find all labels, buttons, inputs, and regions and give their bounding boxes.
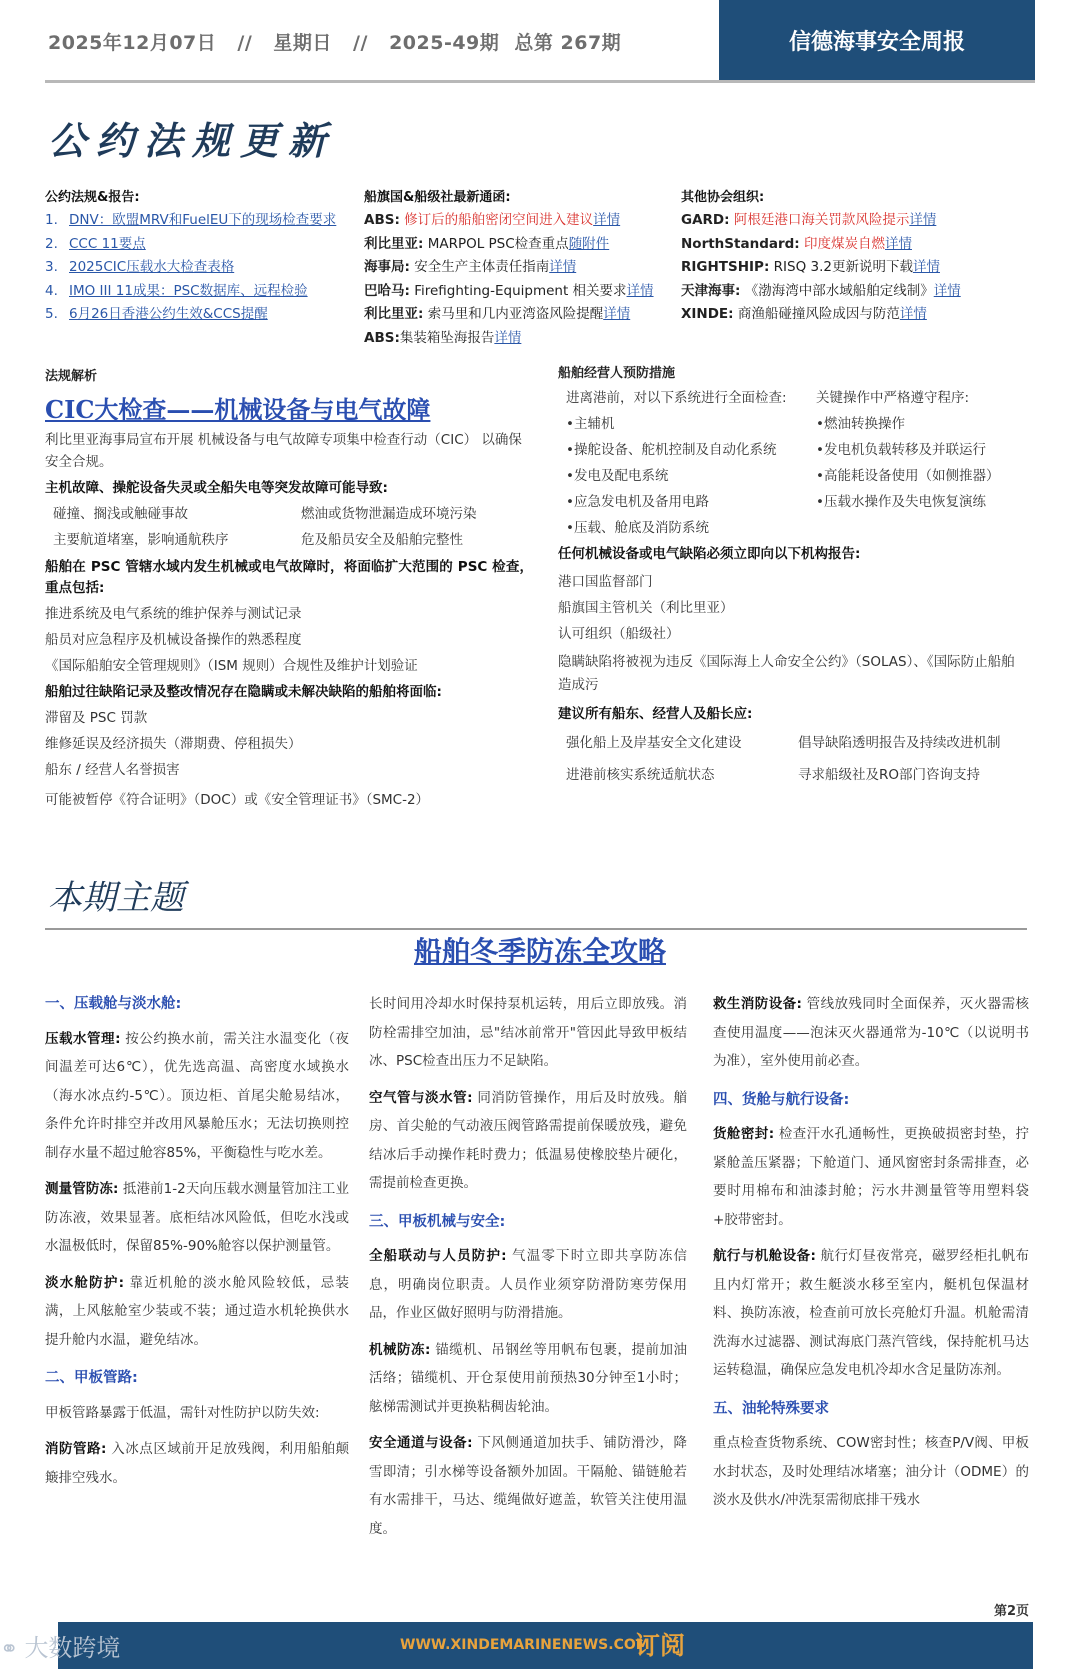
list-item: ABS: 修订后的船舶密闭空间进入建议详情 <box>364 212 621 228</box>
article-paragraph: 测量管防冻: 抵港前1-2天向压载水测量管加注工业防冻液，效果显著。底柜结冰风险低，但吃水浅或水温极低时，保留85%-90%舱容以保护测量管。 <box>45 1181 349 1254</box>
operators-label: 船舶经营人预防措施 <box>558 366 676 381</box>
penalty-item: 滞留及 PSC 罚款 <box>45 710 148 726</box>
report-item: 港口国监督部门 <box>558 574 653 590</box>
website-link[interactable]: WWW.XINDEMARINENEWS.COM <box>400 1637 650 1653</box>
focus-item: 《国际船舶安全管理规则》（ISM 规则）合规性及维护计划验证 <box>45 658 418 674</box>
article-paragraph: 甲板管路暴露于低温，需针对性防护以防失效: <box>45 1404 320 1421</box>
article-paragraph: 消防管路: 入冰点区域前开足放残阀，利用船舶颠簸排空残水。 <box>45 1441 350 1486</box>
penalty-item: 船东 / 经营人名誉损害 <box>45 762 180 778</box>
analysis-label: 法规解析 <box>45 369 98 384</box>
article-heading: 三、甲板机械与安全: <box>369 1213 506 1230</box>
subscribe-button[interactable]: 订阅 <box>635 1631 686 1660</box>
list-item[interactable]: 4. IMO III 11成果：PSC数据库、远程检验 <box>45 282 308 299</box>
flag-class-column <box>364 186 682 350</box>
list-item: GARD: 阿根廷港口海关罚款风险提示详情 <box>681 212 937 228</box>
report-item: 认可组织（船级社） <box>558 626 680 642</box>
article-paragraph: 淡水舱防护: 靠近机舱的淡水舱风险较低，忌装满，上风舷舱室少装或不装；通过造水机轮换供水提升舱内水温，避免结冰。 <box>45 1274 350 1348</box>
column-heading: 船旗国&船级社最新通函: <box>364 190 511 205</box>
detail-link[interactable]: 详情 <box>899 306 927 322</box>
list-item: XINDE: 商渔船碰撞风险成因与防范详情 <box>681 306 927 322</box>
topic-label: 本期主题 <box>48 878 184 918</box>
detail-link[interactable]: 随附件 <box>568 235 610 252</box>
list-item: 巴哈马: Firefighting-Equipment 相关要求详情 <box>364 282 654 299</box>
column-heading: 公约法规&报告: <box>45 190 140 205</box>
issue-date: 2025年12月07日 <box>48 32 217 54</box>
pre-check-heading: 进离港前，对以下系统进行全面检查: <box>566 390 787 406</box>
detail-link[interactable]: 详情 <box>549 259 577 275</box>
penalty-item: 可能被暂停《符合证明》（DOC）或《安全管理证书》（SMC-2） <box>45 792 430 808</box>
key-op-heading: 关键操作中严格遵守程序: <box>816 390 970 406</box>
list-item: ABS:集装箱坠海报告详情 <box>364 329 522 346</box>
list-item[interactable]: 5. 6月26日香港公约生效&CCS提醒 <box>45 306 268 322</box>
analysis-intro: 利比里亚海事局宣布开展 机械设备与电气故障专项集中检查行动（CIC） 以确保安全合规。 <box>45 432 522 470</box>
regulations-column <box>45 186 365 327</box>
advise-item: 寻求船级社及RO部门咨询支持 <box>798 767 981 783</box>
penalty-item: 维修延误及经济损失（滞期费、停租损失） <box>45 736 302 752</box>
key-op-item: •发电机负载转移及并联运行 <box>816 442 986 458</box>
advise-heading: 建议所有船东、经营人及船长应: <box>558 706 753 722</box>
risk-item: 燃油或货物泄漏造成环境污染 <box>301 506 477 522</box>
detail-link[interactable]: 详情 <box>909 212 937 228</box>
risk-item: 碰撞、搁浅或触碰事故 <box>53 506 188 522</box>
pre-check-item: •压载、舱底及消防系统 <box>566 520 709 536</box>
key-op-item: •高能耗设备使用（如侧推器） <box>816 468 1000 484</box>
detail-link[interactable]: 详情 <box>626 282 654 299</box>
article-paragraph: 压载水管理: 按公约换水前，需关注水温变化（夜间温差可达6℃），优先选高温、高密度水域换水（海水冰点约-5℃）。顶边柜、首尾尖舱易结冰，条件允许时排空并改用风暴舱压水；无法切换则控制存水量不超过舱容85%，平衡稳性与吃水差。 <box>45 1030 350 1161</box>
list-item[interactable]: 1. DNV：欧盟MRV和FuelEU下的现场检查要求 <box>45 212 337 228</box>
article-paragraph: 全船联动与人员防护: 气温零下时立即共享防冻信息，明确岗位职责。人员作业须穿防滑防寒劳保用品，作业区做好照明与防滑措施。 <box>369 1248 688 1321</box>
associations-column <box>681 186 1021 327</box>
issue-weekday: 星期日 <box>273 32 332 54</box>
report-heading: 任何机械设备或电气缺陷必须立即向以下机构报告: <box>558 546 861 562</box>
pre-check-item: •应急发电机及备用电路 <box>566 494 709 510</box>
article-paragraph: 重点检查货物系统、COW密封性；核查P/V阀、甲板水封状态，及时处理结冰堵塞；油分计（ODME）的淡水及供水/冲洗泵需彻底排干残水 <box>713 1435 1029 1508</box>
brand-banner: 信德海事安全周报 <box>719 0 1035 80</box>
issue-info <box>48 28 621 55</box>
issue-number: 2025-49期 <box>389 32 500 54</box>
detail-link[interactable]: 详情 <box>912 259 940 275</box>
article-paragraph: 安全通道与设备: 下风侧通道加扶手、铺防滑沙，降雪即清；引水梯等设备额外加固。干隔舱、锚链舱若有水需排干，马达、缆绳做好遮盖，软管关注使用温度。 <box>369 1435 688 1537</box>
article-column-1 <box>45 990 349 1500</box>
warning-text: 隐瞒缺陷将被视为违反《国际海上人命安全公约》（SOLAS）、《国际防止船舶造成污 <box>558 654 1015 693</box>
separator: // <box>237 32 253 54</box>
analysis-heading: 船舶在 PSC 管辖水域内发生机械或电气故障时，将面临扩大范围的 PSC 检查，重点包括: <box>45 559 533 596</box>
article-paragraph: 救生消防设备: 管线放残同时全面保养，灭火器需核查使用温度——泡沫灭火器通常为-10℃（以说明书为准），室外使用前必查。 <box>713 996 1029 1069</box>
page-number: 第2页 <box>994 1604 1030 1619</box>
detail-link[interactable]: 详情 <box>884 235 912 252</box>
list-item: 海事局: 安全生产主体责任指南详情 <box>364 259 577 275</box>
list-item[interactable]: 3. 2025CIC压载水大检查表格 <box>45 259 235 275</box>
detail-link[interactable]: 详情 <box>593 212 621 228</box>
separator: // <box>353 32 368 54</box>
list-item: 天津海事: 《渤海湾中部水域船舶定线制》详情 <box>681 282 961 299</box>
risk-item: 主要航道堵塞，影响通航秩序 <box>53 532 229 548</box>
regulation-analysis <box>45 365 533 813</box>
article-paragraph: 机械防冻: 锚缆机、吊钢丝等用帆布包裹，提前加油活络；锚缆机、开仓泵使用前预热30分钟至1小时；舷梯需测试并更换粘稠齿轮油。 <box>369 1341 687 1415</box>
list-item[interactable]: 2. CCC 11要点 <box>45 235 146 252</box>
watermark-icon: ⚭ <box>0 1637 19 1662</box>
watermark-logo: ⚭ 大数跨境 <box>0 1634 121 1662</box>
focus-item: 船员对应急程序及机械设备操作的熟悉程度 <box>45 632 302 648</box>
article-paragraph: 空气管与淡水管: 同消防管操作，用后及时放残。艏房、首尖舱的气动液压阀管路需提前保暖放残，避免结冰后手动操作耗时费力；低温易使橡胶垫片硬化，需提前检查更换。 <box>369 1089 688 1191</box>
key-op-item: •燃油转换操作 <box>816 416 905 432</box>
article-heading: 四、货舱与航行设备: <box>713 1091 850 1108</box>
column-heading: 其他协会组织: <box>681 190 765 205</box>
pre-check-item: •发电及配电系统 <box>566 468 669 484</box>
list-item: 利比里亚: 索马里和几内亚湾盗风险提醒详情 <box>364 306 631 322</box>
article-heading: 五、油轮特殊要求 <box>713 1400 829 1417</box>
article-heading: 二、甲板管路: <box>45 1370 138 1386</box>
list-item: NorthStandard: 印度煤炭自燃详情 <box>681 235 912 252</box>
analysis-heading: 主机故障、操舵设备失灵或全船失电等突发故障可能导致: <box>45 480 388 496</box>
pre-check-item: •操舵设备、舵机控制及自动化系统 <box>566 442 777 458</box>
detail-link[interactable]: 详情 <box>933 282 961 299</box>
article-paragraph: 长时间用冷却水时保持泵机运转，用后立即放残。消防栓需排空加油，忌"结冰前常开"管因此导致甲板结冰、PSC检查出压力不足缺陷。 <box>369 996 687 1069</box>
list-item: 利比里亚: MARPOL PSC检查重点随附件 <box>364 235 610 252</box>
advise-item: 进港前核实系统适航状态 <box>566 767 715 783</box>
article-column-3 <box>713 990 1029 1523</box>
advise-item: 强化船上及岸基安全文化建设 <box>566 735 742 751</box>
article-paragraph: 货舱密封: 检查汗水孔通畅性，更换破损密封垫，拧紧舱盖压紧器；下舱道门、通风窗密封条需排查，必要时用棉布和油漆封舱；污水井测量管等用塑料袋+胶带密封。 <box>713 1126 1029 1228</box>
analysis-title[interactable]: CIC大检查——机械设备与电气故障 <box>45 395 431 424</box>
risk-item: 危及船员安全及船舶完整性 <box>301 532 463 548</box>
analysis-heading: 船舶过往缺陷记录及整改情况存在隐瞒或未解决缺陷的船舶将面临: <box>45 684 442 700</box>
article-title[interactable]: 船舶冬季防冻全攻略 <box>413 935 666 968</box>
section-title: 公约法规更新 <box>48 119 337 163</box>
list-item: RIGHTSHIP: RISQ 3.2更新说明下载详情 <box>681 259 940 275</box>
detail-link[interactable]: 详情 <box>603 306 631 322</box>
operator-measures <box>558 362 1028 791</box>
article-heading: 一、压载舱与淡水舱: <box>45 996 182 1012</box>
pre-check-item: •主辅机 <box>566 416 615 432</box>
advise-item: 倡导缺陷透明报告及持续改进机制 <box>798 735 1001 751</box>
article-paragraph: 航行与机舱设备: 航行灯昼夜常亮，磁罗经柜扎帆布且内灯常开；救生艇淡水移至室内，艇机包保温材料、换防冻液，检查前可放长亮舱灯升温。机舱需清洗海水过滤器、测试海底门蒸汽管线，保持舵机马达运转稳温，确保应急发电机冷却水含足量防冻剂。 <box>713 1248 1029 1378</box>
key-op-item: •压载水操作及失电恢复演练 <box>816 494 986 510</box>
report-item: 船旗国主管机关（利比里亚） <box>558 600 734 616</box>
issue-total: 总第 267期 <box>514 32 622 54</box>
article-column-2 <box>369 990 687 1551</box>
detail-link[interactable]: 详情 <box>494 329 522 346</box>
focus-item: 推进系统及电气系统的维护保养与测试记录 <box>45 606 302 622</box>
header-divider <box>45 80 1035 83</box>
